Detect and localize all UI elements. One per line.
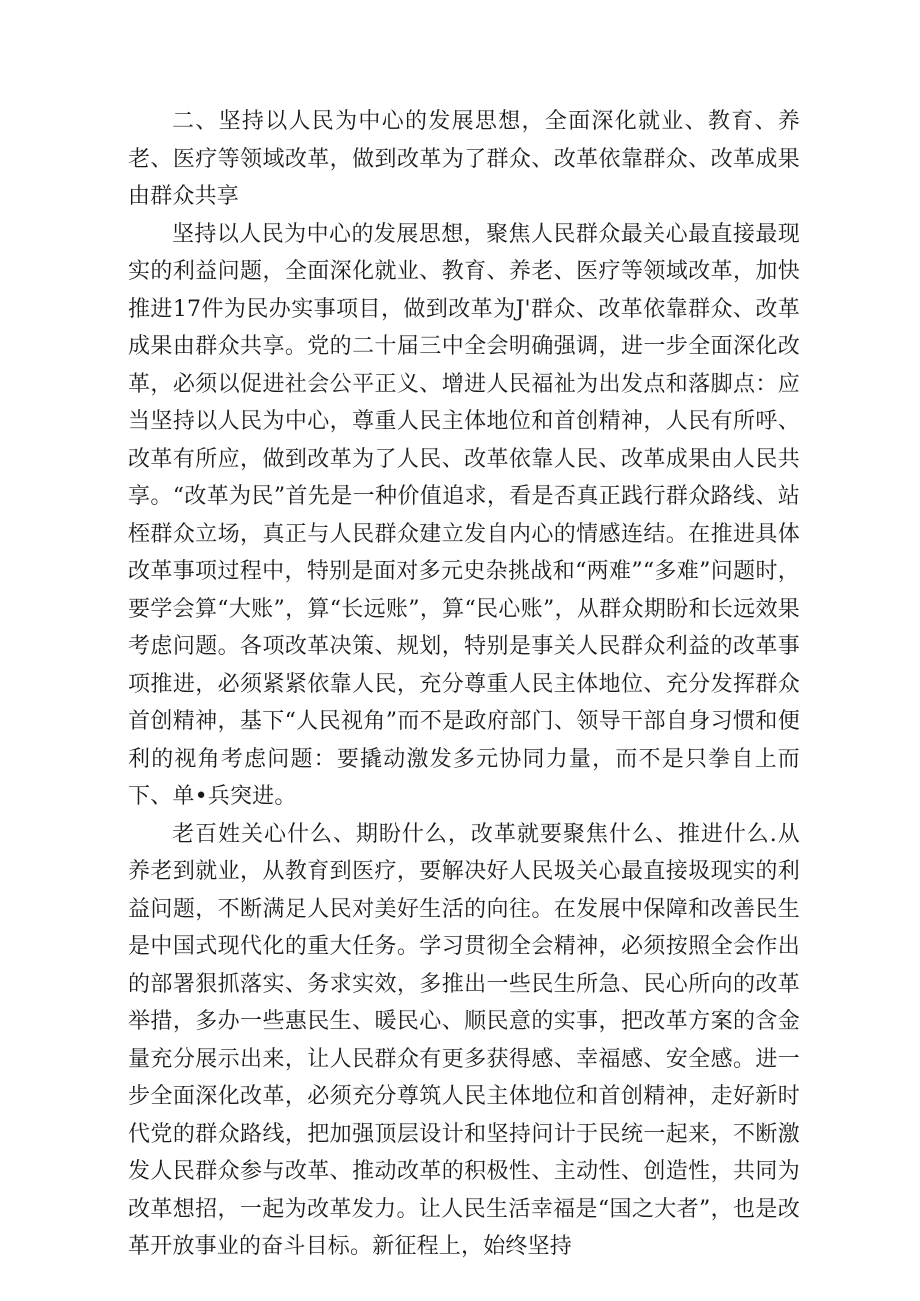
document-body: [128, 103, 800, 1266]
paragraph-1: 坚持以人民为中心的发展思想，聚焦人民群众最关心最直接最现实的利益问题，全面深化就业、教育、养老、医疗等领域改革，加快推进17件为民办实事项目，做到改革为J'群众、改革依靠群众、改革成果由群众共享。党的二十届三中全会明确强调，进一步全面深化改革，必须以促进社会公平正义、增进人民福祉为出发点和落脚点：应当坚持以人民为中心，尊重人民主体地位和首创精神，人民有所呼、改革有所应，做到改革为了人民、改革依靠人民、改革成果由人民共享。“改革为民”首先是一种价值追求，看是否真正践行群众路线、站桎群众立场，真正与人民群众建立发自内心的情感连结。在推进具体改革事项过程中，特别是面对多元史杂挑战和“两难”“多难”问题时，要学会算“大账”，算“长远账”，算“民心账”，从群众期盼和长远效果考虑问题。各项改革决策、规划，特别是事关人民群众利益的改革事项推进，必须紧紧依靠人民，充分尊重人民主体地位、充分发挥群众首创精神，基下“人民视角”而不是政府部门、领导干部自身习惯和便利的视角考虑问题：要撬动激发多元协同力量，而不是只拳自上而下、单•兵突进。: [128, 221, 800, 809]
paragraph-2: 老百姓关心什么、期盼什么，改革就要聚焦什么、推进什么.从养老到就业，从教育到医疗，要解决好人民圾关心最直接圾现实的利益问题，不断满足人民对美好生活的向往。在发展中保障和改善民生是中国式现代化的重大任务。学习贯彻全会精神，必须按照全会作出的部署狠抓落实、务求实效，多推出一些民生所急、民心所向的改革举措，多办一些惠民生、暖民心、顺民意的实事，把改革方案的含金量充分展示出来，让人民群众有更多获得感、幸福感、安全感。进一步全面深化改革，必须充分尊筑人民主体地位和首创精神，走好新时代党的群众路线，把加强顶层设计和坚持问计于民统一起来，不断激发人民群众参与改革、推动改革的积极性、主动性、创造性，共同为改革想招，一起为改革发力。让人民生活幸福是“国之大者”，也是改革开放事业的奋斗目标。新征程上，始终坚持: [128, 821, 800, 1259]
section-heading: 二、坚持以人民为中心的发展思想，全面深化就业、教育、养老、医疗等领域改革，做到改革为了群众、改革依靠群众、改革成果由群众共享: [128, 109, 800, 209]
